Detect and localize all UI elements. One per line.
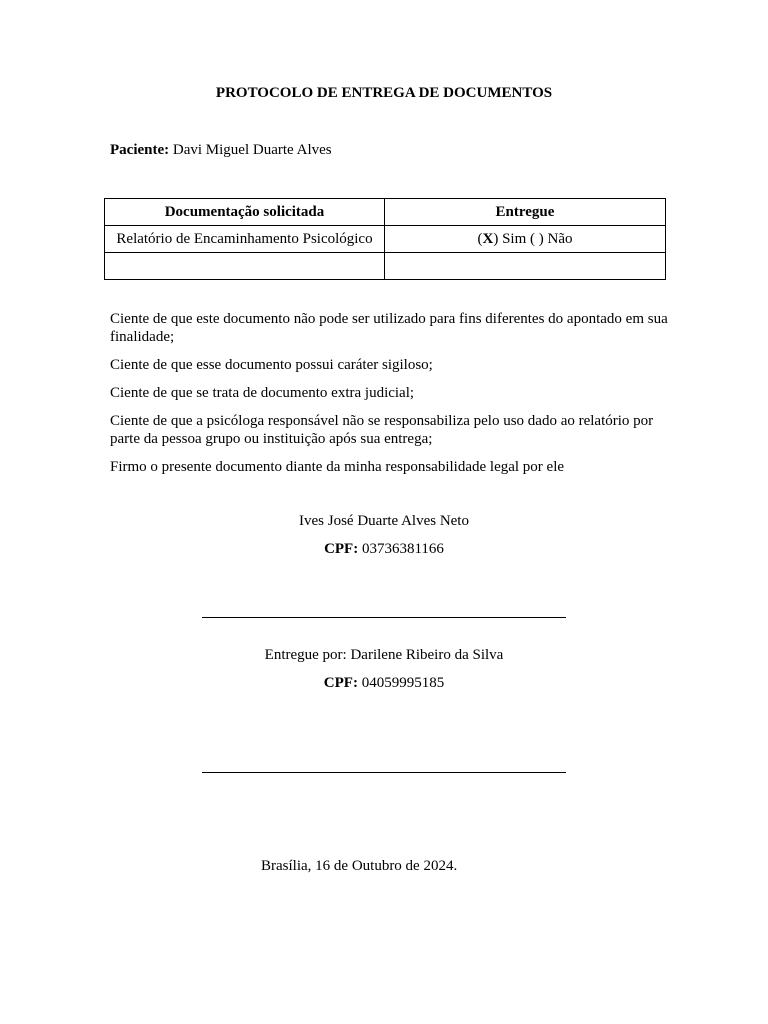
statement-confidential: Ciente de que esse documento possui caráter sigiloso; xyxy=(110,357,433,373)
table-header-row xyxy=(105,199,666,226)
receiver-cpf-label: CPF: xyxy=(324,541,359,557)
receiver-cpf xyxy=(0,541,768,558)
receiver-cpf-value: 03736381166 xyxy=(361,541,444,557)
patient-label: Paciente: xyxy=(110,142,170,158)
table-row xyxy=(105,226,666,253)
deliverer-cpf-label: CPF: xyxy=(323,675,358,691)
deliverer-name: Entregue por: Darilene Ribeiro da Silva xyxy=(264,647,504,663)
statement-extrajudicial: Ciente de que se trata de documento extra judicial; xyxy=(110,385,415,401)
patient-line xyxy=(110,142,332,159)
delivered-status-cell xyxy=(385,226,666,253)
delivered-options: ) Sim ( ) Não xyxy=(493,230,573,247)
statement-signature: Firmo o presente documento diante da minha responsabilidade legal por ele xyxy=(110,459,565,475)
requested-document-cell: Relatório de Encaminhamento Psicológico xyxy=(105,226,385,253)
column-header-requested: Documentação solicitada xyxy=(105,199,385,226)
place-date: Brasília, 16 de Outubro de 2024. xyxy=(261,858,458,874)
delivered-status-cell xyxy=(385,253,666,280)
documents-table xyxy=(104,198,666,280)
deliverer-signature-line xyxy=(202,772,566,773)
receiver-signature-line xyxy=(202,617,566,618)
deliverer-cpf xyxy=(0,675,768,692)
statement-responsibility: Ciente de que a psicóloga responsável não se responsabiliza pelo uso dado ao relatório por parte da pessoa grupo ou instituição após sua entrega; xyxy=(110,413,654,447)
table-row xyxy=(105,253,666,280)
requested-document-cell xyxy=(105,253,385,280)
statement-purpose: Ciente de que este documento não pode ser utilizado para fins diferentes do apontado em sua finalidade; xyxy=(110,311,668,345)
column-header-delivered: Entregue xyxy=(385,199,666,226)
deliverer-cpf-value: 04059995185 xyxy=(361,675,445,691)
document-title: PROTOCOLO DE ENTREGA DE DOCUMENTOS xyxy=(215,85,553,101)
delivered-open: ( xyxy=(477,230,483,247)
patient-name: Davi Miguel Duarte Alves xyxy=(172,142,332,158)
receiver-name: Ives José Duarte Alves Neto xyxy=(299,513,469,529)
delivered-mark: X xyxy=(482,230,494,247)
